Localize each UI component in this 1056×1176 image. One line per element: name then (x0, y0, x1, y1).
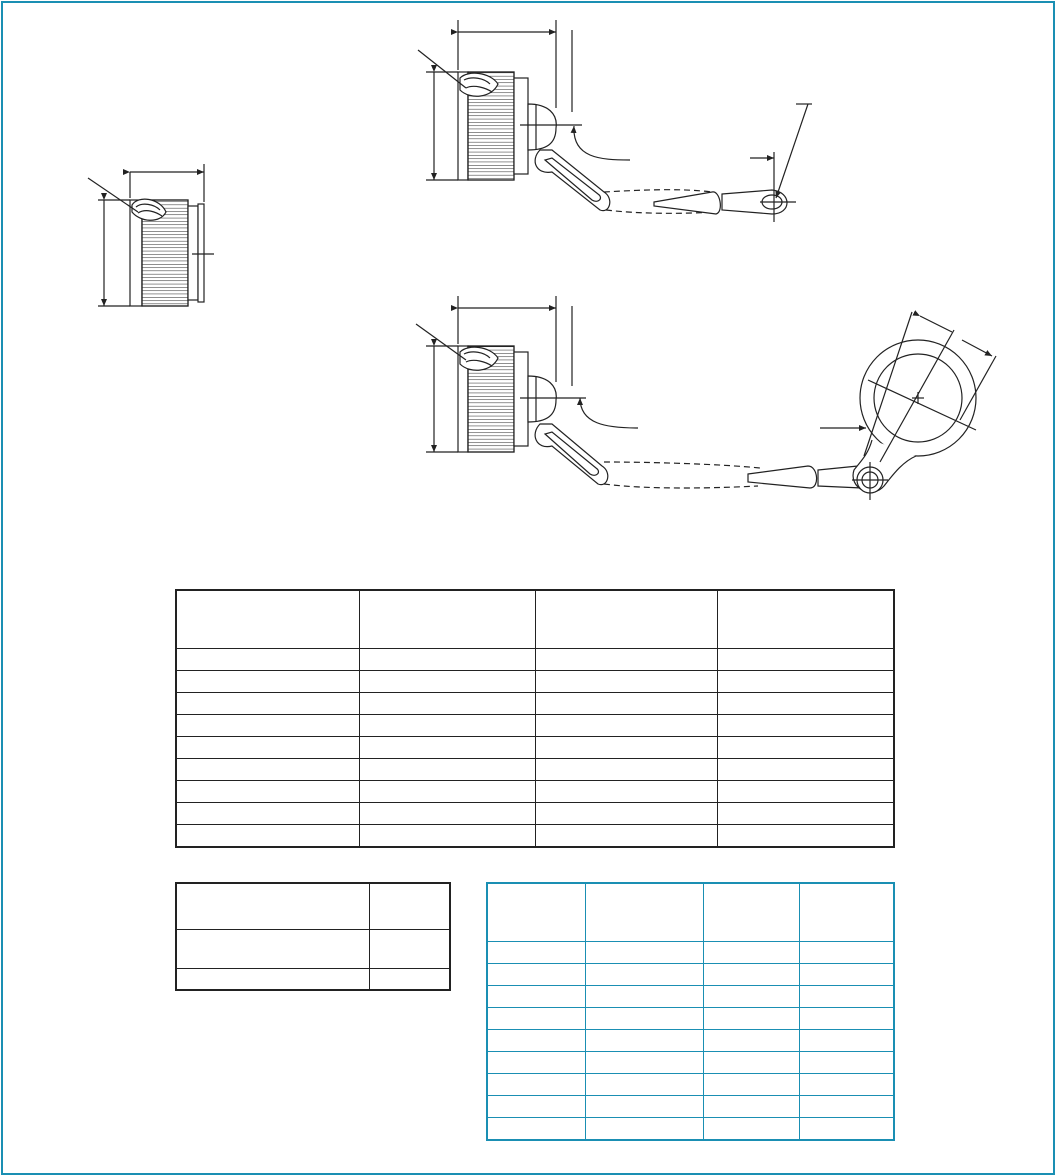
cap-with-ring-view (416, 296, 996, 500)
table-cell (717, 781, 894, 803)
table-cell (703, 1096, 799, 1118)
table-cell (487, 964, 585, 986)
table-cell (176, 671, 359, 693)
table-cell (369, 930, 450, 969)
table-cell (487, 986, 585, 1008)
table-cell (717, 825, 894, 848)
table-row (487, 1096, 894, 1118)
table-cell (585, 1030, 703, 1052)
table-cell (535, 781, 717, 803)
table-cell (359, 737, 535, 759)
table-cell (717, 715, 894, 737)
table-cell (535, 759, 717, 781)
table-cell (535, 649, 717, 671)
cap-plain-view (88, 164, 214, 306)
table-cell (799, 1052, 894, 1074)
table-row (487, 964, 894, 986)
table-cell (487, 1052, 585, 1074)
cap-with-strap-view (418, 20, 812, 222)
table-cell (359, 649, 535, 671)
table-row (487, 1008, 894, 1030)
table-cell (703, 1118, 799, 1141)
table-header-cell (703, 883, 799, 942)
table-cell (487, 1008, 585, 1030)
table-header-cell (369, 883, 450, 930)
table-cell (703, 964, 799, 986)
table-cell (703, 1052, 799, 1074)
table-cell (585, 1008, 703, 1030)
table-cell (359, 715, 535, 737)
table-cell (369, 969, 450, 991)
table-header-cell (535, 590, 717, 649)
table-cell (535, 715, 717, 737)
table-cell (359, 825, 535, 848)
table-cell (176, 781, 359, 803)
table-row (487, 1030, 894, 1052)
table-cell (585, 1074, 703, 1096)
table-cell (359, 803, 535, 825)
table-cell (585, 1096, 703, 1118)
table-cell (799, 986, 894, 1008)
table-cell (799, 1030, 894, 1052)
material-table (175, 882, 451, 991)
table-cell (703, 942, 799, 964)
table-row (487, 986, 894, 1008)
table-header-cell (717, 590, 894, 649)
table-cell (176, 693, 359, 715)
table-row (176, 825, 894, 848)
table-row (176, 671, 894, 693)
table-row (487, 1052, 894, 1074)
table-cell (176, 825, 359, 848)
table-cell (585, 986, 703, 1008)
table-cell (487, 942, 585, 964)
table-cell (176, 649, 359, 671)
table-row (176, 781, 894, 803)
table-header-cell (359, 590, 535, 649)
table-cell (359, 693, 535, 715)
table-cell (703, 986, 799, 1008)
table-cell (799, 1096, 894, 1118)
table-cell (703, 1074, 799, 1096)
table-row (176, 737, 894, 759)
table-cell (359, 759, 535, 781)
table-cell (176, 759, 359, 781)
dimensions-table (175, 589, 895, 848)
table-cell (717, 803, 894, 825)
table-row (176, 759, 894, 781)
table-header-cell (585, 883, 703, 942)
table-cell (487, 1030, 585, 1052)
table-cell (487, 1096, 585, 1118)
table-cell (176, 969, 369, 991)
table-header-row (176, 883, 450, 930)
table-cell (176, 803, 359, 825)
table-row (176, 969, 450, 991)
table-cell (717, 759, 894, 781)
table-cell (799, 964, 894, 986)
strap-table (486, 882, 895, 1141)
table-cell (585, 1052, 703, 1074)
table-row (176, 803, 894, 825)
table-row (176, 930, 450, 969)
table-cell (585, 942, 703, 964)
table-cell (535, 671, 717, 693)
table-cell (717, 671, 894, 693)
table-cell (535, 693, 717, 715)
table-cell (799, 1074, 894, 1096)
table-cell (703, 1030, 799, 1052)
table-cell (717, 649, 894, 671)
table-cell (176, 930, 369, 969)
table-row (176, 693, 894, 715)
table-cell (359, 781, 535, 803)
table-cell (535, 803, 717, 825)
table-header-cell (176, 883, 369, 930)
table-header-cell (799, 883, 894, 942)
table-row (176, 649, 894, 671)
table-cell (799, 1008, 894, 1030)
table-cell (717, 693, 894, 715)
table-cell (176, 715, 359, 737)
table-row (487, 1118, 894, 1141)
table-header-cell (487, 883, 585, 942)
table-cell (359, 671, 535, 693)
table-cell (487, 1074, 585, 1096)
table-cell (487, 1118, 585, 1141)
table-header-row (487, 883, 894, 942)
table-row (487, 942, 894, 964)
table-cell (717, 737, 894, 759)
table-header-cell (176, 590, 359, 649)
table-cell (585, 964, 703, 986)
table-row (176, 715, 894, 737)
table-cell (176, 737, 359, 759)
table-row (487, 1074, 894, 1096)
table-cell (535, 737, 717, 759)
table-cell (535, 825, 717, 848)
table-cell (799, 942, 894, 964)
table-cell (799, 1118, 894, 1141)
table-header-row (176, 590, 894, 649)
table-cell (585, 1118, 703, 1141)
table-cell (703, 1008, 799, 1030)
